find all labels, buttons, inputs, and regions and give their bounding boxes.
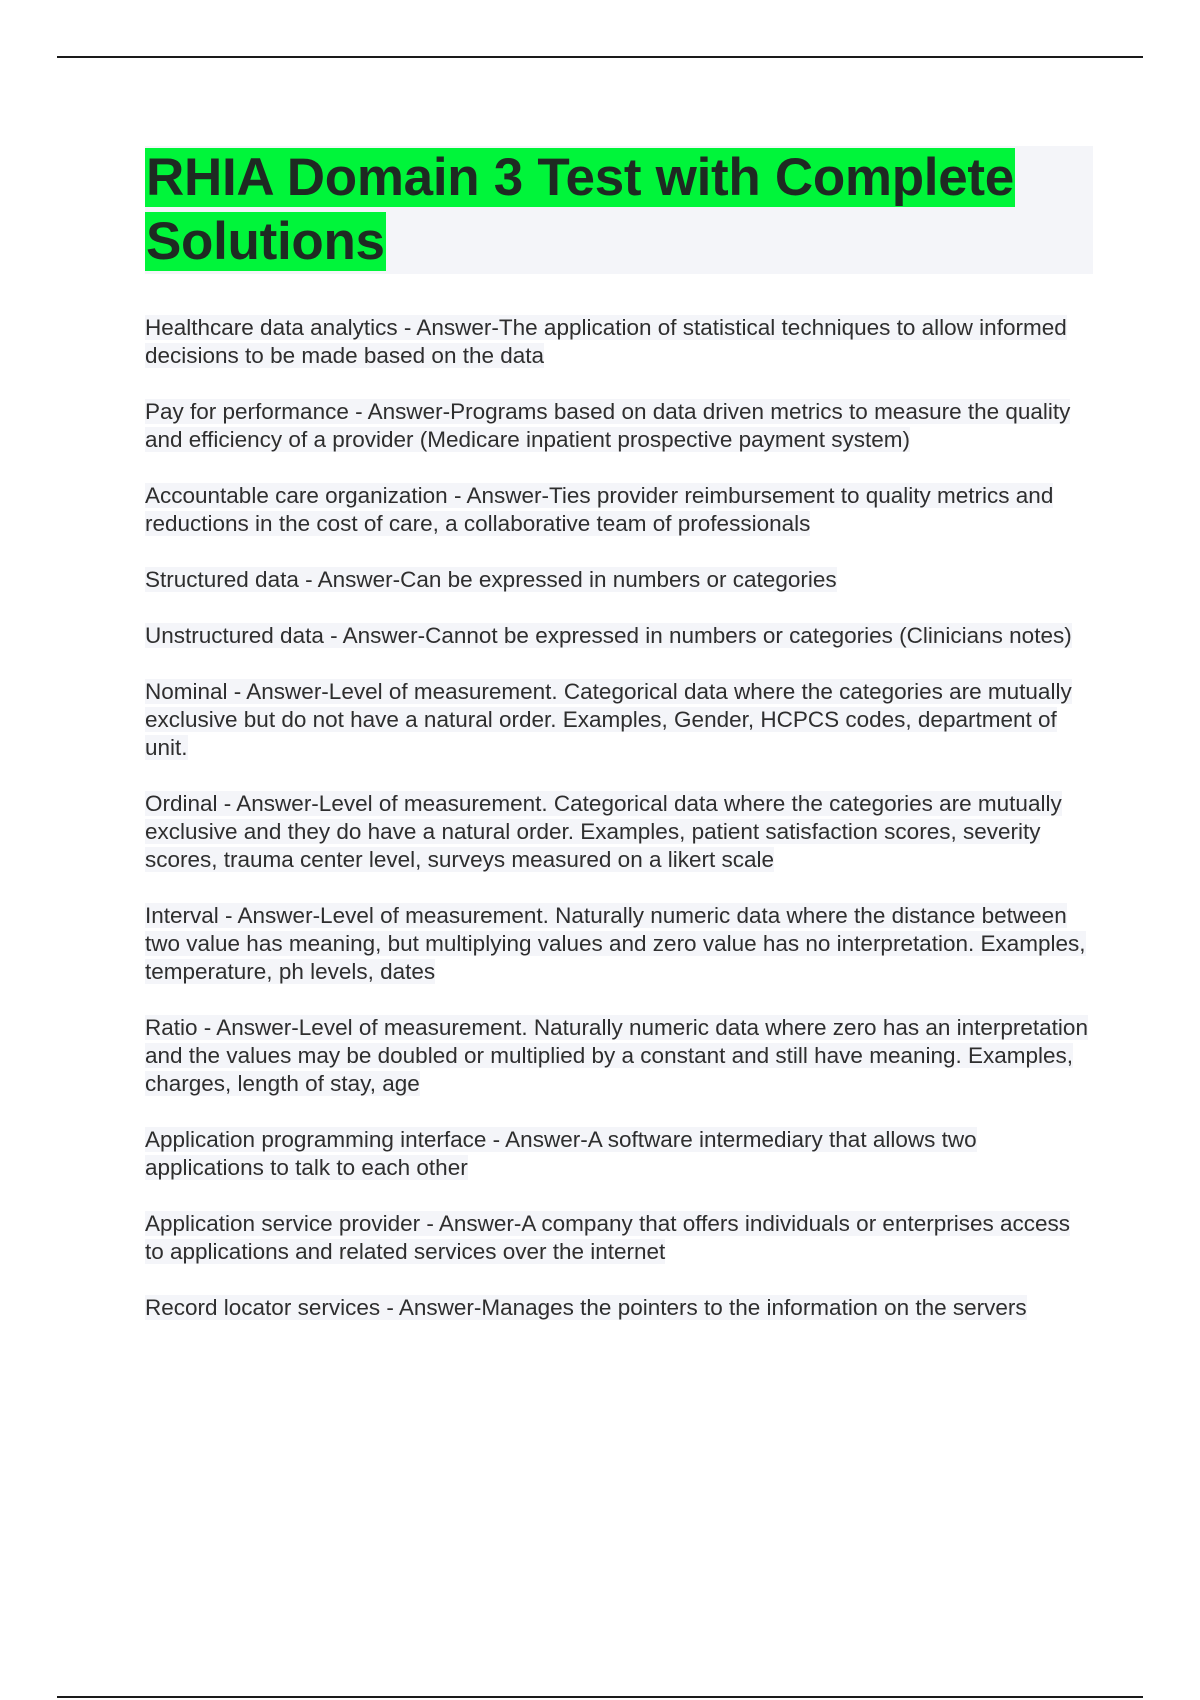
qa-entry: [145, 790, 1093, 874]
qa-entry-text: Interval - Answer-Level of measurement. Naturally numeric data where the distance between two value has meaning, but multiplying values and zero value has no interpretation. Examples, temperature, ph levels, dates: [145, 903, 1086, 984]
title-block: [145, 146, 1093, 274]
qa-entry-text: Healthcare data analytics - Answer-The application of statistical techniques to allow informed decisions to be made based on the data: [145, 315, 1067, 368]
qa-entry: [145, 1210, 1093, 1266]
qa-entry-text: Ratio - Answer-Level of measurement. Naturally numeric data where zero has an interpretation and the values may be doubled or multiplied by a constant and still have meaning. Examples, charges, length of stay, age: [145, 1015, 1088, 1096]
qa-entry: [145, 622, 1093, 650]
document-title: [145, 146, 1093, 274]
qa-entry: [145, 398, 1093, 454]
title-highlight: RHIA Domain 3 Test with Complete Solutions: [146, 148, 1014, 271]
qa-entry-text: Structured data - Answer-Can be expressed in numbers or categories: [145, 567, 837, 592]
document-body: [145, 146, 1093, 1350]
qa-entry: [145, 566, 1093, 594]
qa-entry-text: Nominal - Answer-Level of measurement. Categorical data where the categories are mutually exclusive but do not have a natural order. Examples, Gender, HCPCS codes, department of unit.: [145, 679, 1072, 760]
qa-entry-text: Application service provider - Answer-A company that offers individuals or enterprises access to applications and related services over the internet: [145, 1211, 1071, 1264]
qa-entry: [145, 482, 1093, 538]
qa-entry-text: Pay for performance - Answer-Programs based on data driven metrics to measure the quality and efficiency of a provider (Medicare inpatient prospective payment system): [145, 399, 1071, 452]
qa-entry-text: Unstructured data - Answer-Cannot be expressed in numbers or categories (Clinicians notes): [145, 623, 1072, 648]
qa-entry-text: Accountable care organization - Answer-Ties provider reimbursement to quality metrics and reductions in the cost of care, a collaborative team of professionals: [145, 483, 1054, 536]
qa-entry: [145, 902, 1093, 986]
qa-list: [145, 314, 1093, 1322]
qa-entry: [145, 314, 1093, 370]
bottom-rule: [57, 1696, 1143, 1698]
qa-entry-text: Ordinal - Answer-Level of measurement. Categorical data where the categories are mutually exclusive and they do have a natural order. Examples, patient satisfaction scores, severity scores, trauma center level, surveys measured on a likert scale: [145, 791, 1062, 872]
qa-entry: [145, 1294, 1093, 1322]
qa-entry-text: Application programming interface - Answer-A software intermediary that allows two applications to talk to each other: [145, 1127, 977, 1180]
qa-entry: [145, 678, 1093, 762]
top-rule: [57, 56, 1143, 58]
qa-entry: [145, 1014, 1093, 1098]
qa-entry: [145, 1126, 1093, 1182]
qa-entry-text: Record locator services - Answer-Manages the pointers to the information on the servers: [145, 1295, 1027, 1320]
